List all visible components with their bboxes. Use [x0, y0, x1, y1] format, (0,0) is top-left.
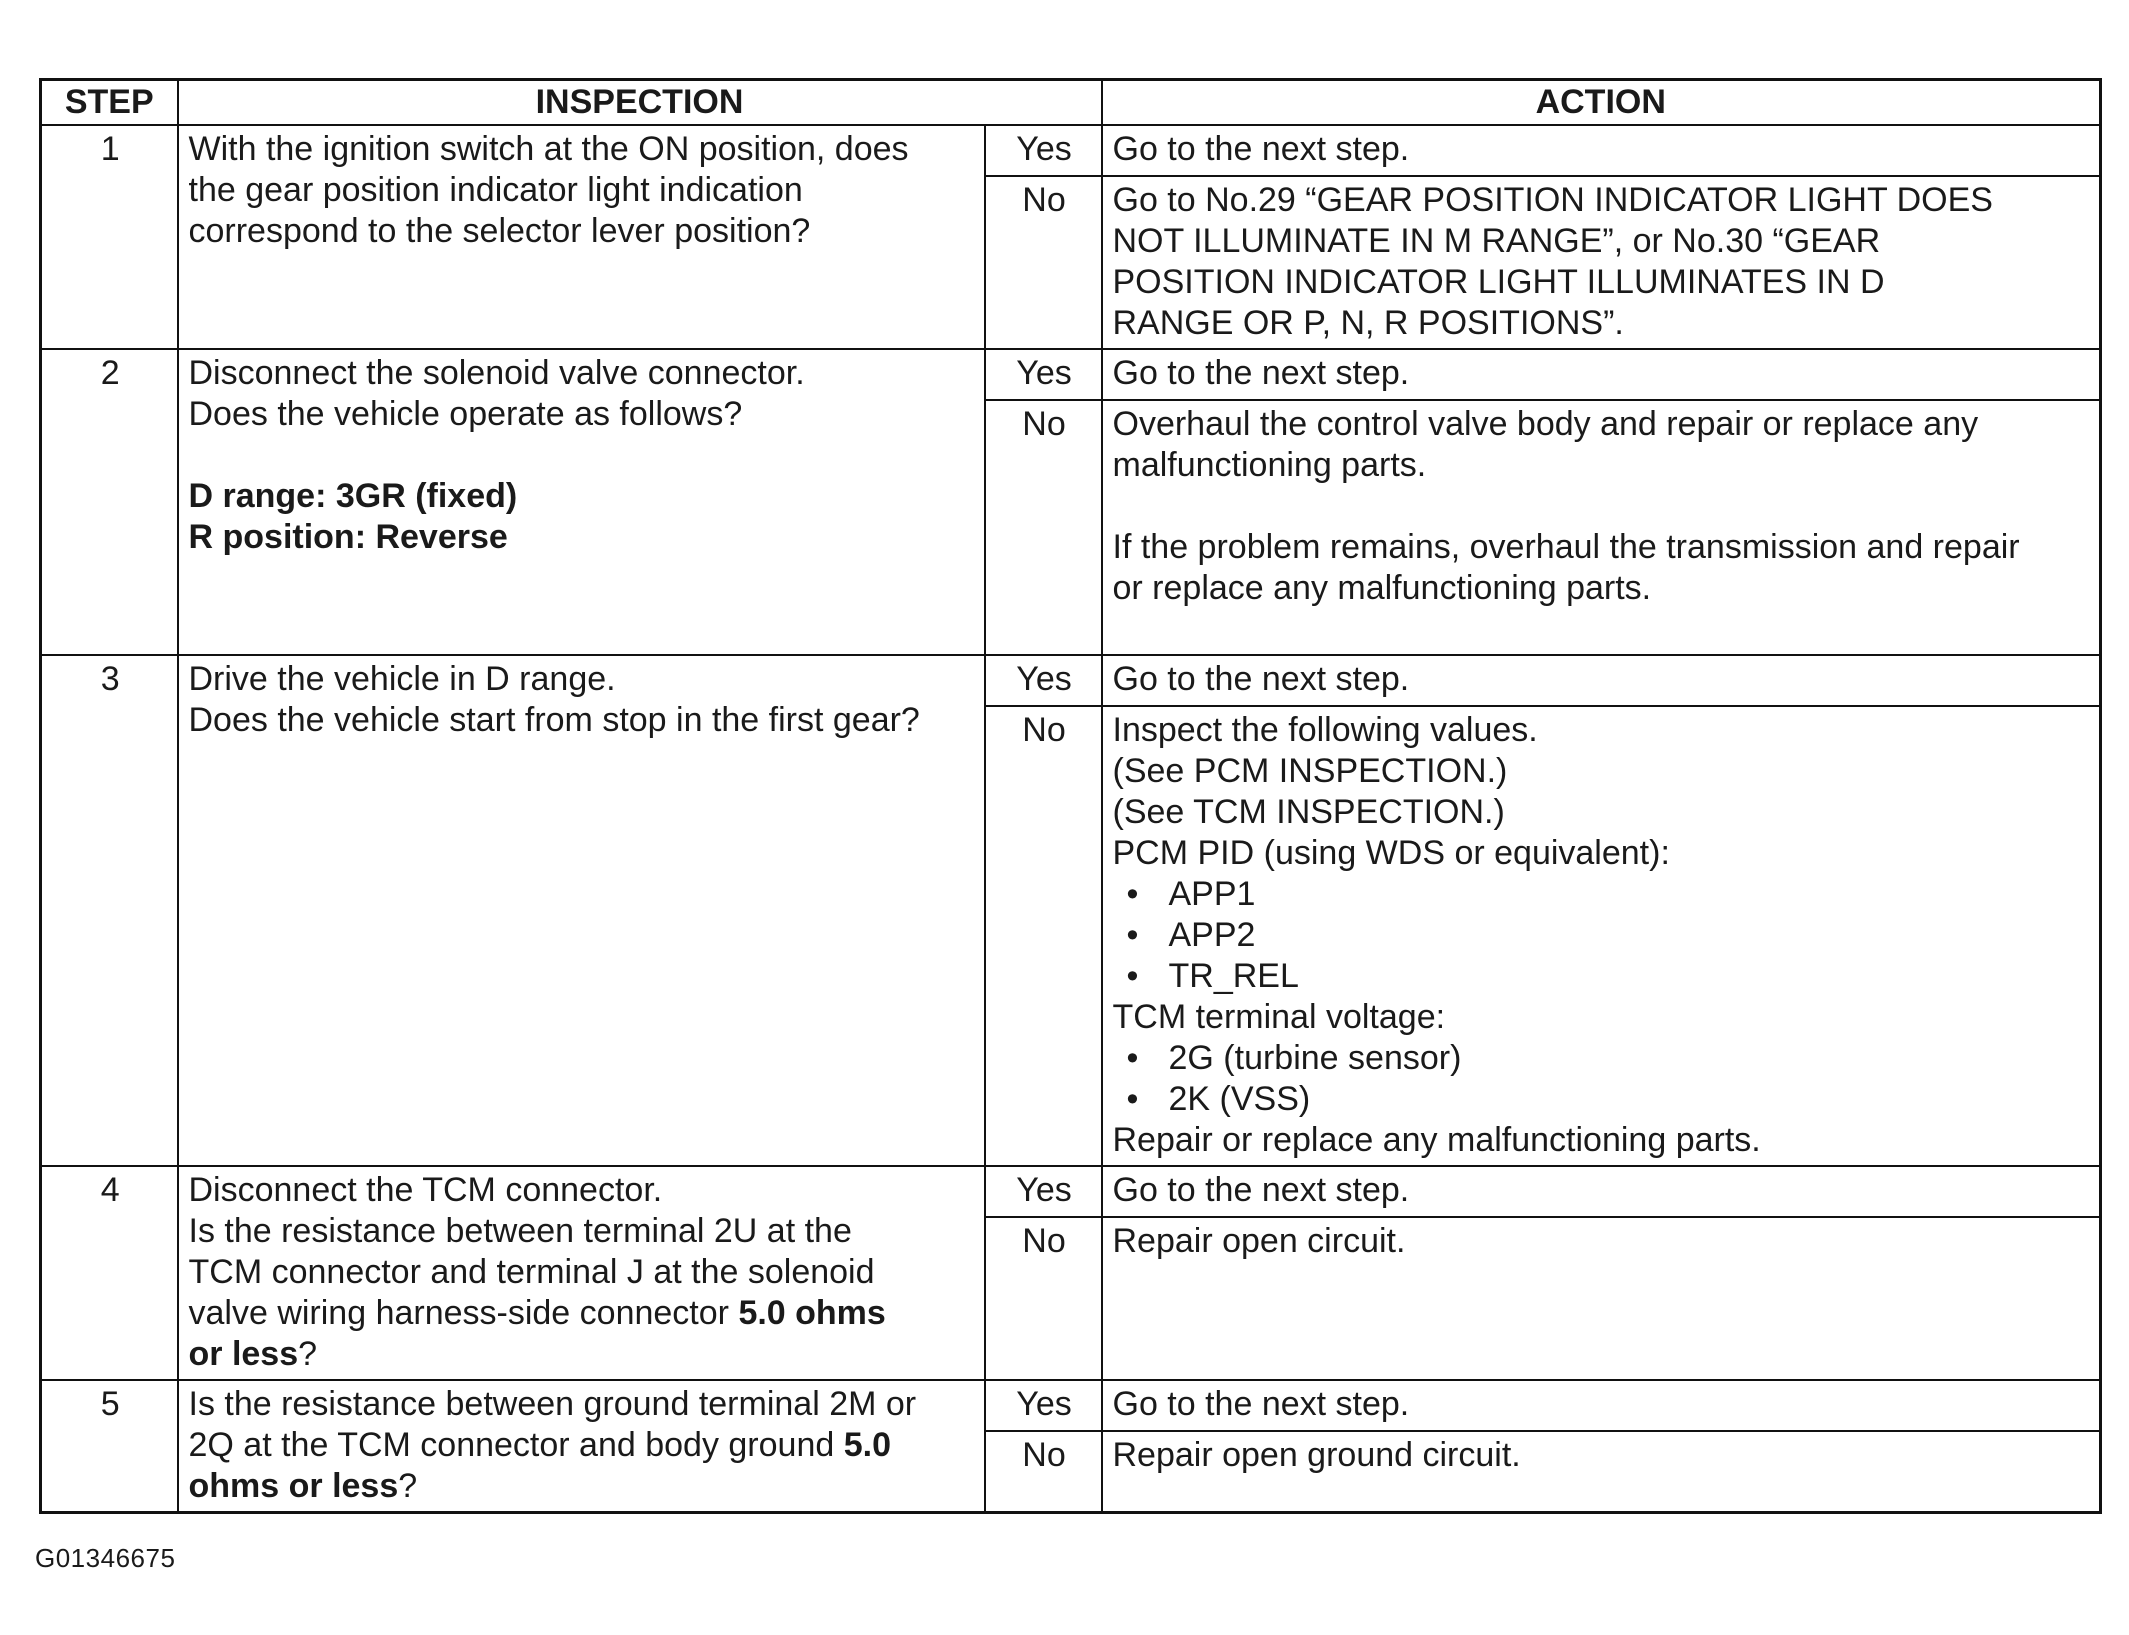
no-action: Overhaul the control valve body and repair or replace any malfunctioning parts. If the problem remains, overhaul the transmission and repair or replace any malfunctioning parts.	[1102, 400, 2101, 655]
no-action: Go to No.29 “GEAR POSITION INDICATOR LIGHT DOES NOT ILLUMINATE IN M RANGE”, or No.30 “GEAR POSITION INDICATOR LIGHT ILLUMINATES IN D RANGE OR P, N, R POSITIONS”.	[1102, 176, 2101, 349]
step-2-yes-row	[41, 349, 2101, 400]
step-3-yes-row	[41, 655, 2101, 706]
no-action: Inspect the following values. (See PCM INSPECTION.) (See TCM INSPECTION.) PCM PID (using WDS or equivalent): • APP1 • APP2 • TR_REL TCM terminal voltage: • 2G (turbine sensor) • 2K (VSS) Repair or replace any malfunctioning parts.	[1102, 706, 2101, 1166]
figure-id: G01346675	[35, 1543, 176, 1573]
list-item: • 2K (VSS)	[1126, 1080, 1311, 1118]
inspection-text: With the ignition switch at the ON position, does the gear position indicator light indication correspond to the selector lever position?	[178, 125, 985, 349]
yes-label: Yes	[985, 1380, 1102, 1431]
step-number: 5	[41, 1380, 178, 1513]
list-item: • APP1	[1126, 875, 1256, 913]
list-item: • APP2	[1126, 916, 1256, 954]
inspection-text: Disconnect the TCM connector. Is the resistance between terminal 2U at the TCM connector and terminal J at the solenoid valve wiring harness-side connector 5.0 ohms or less?	[178, 1166, 985, 1380]
header-inspection: INSPECTION	[178, 80, 1102, 126]
inspection-text: Drive the vehicle in D range. Does the vehicle start from stop in the first gear?	[178, 655, 985, 1166]
no-label: No	[985, 176, 1102, 349]
step-number: 3	[41, 655, 178, 1166]
step-4-yes-row	[41, 1166, 2101, 1217]
no-label: No	[985, 1431, 1102, 1513]
no-action: Repair open ground circuit.	[1102, 1431, 2101, 1513]
list-item: • TR_REL	[1126, 957, 1299, 995]
inspection-text: Is the resistance between ground terminal 2M or 2Q at the TCM connector and body ground 5.0 ohms or less?	[178, 1380, 985, 1513]
header-row	[41, 80, 2101, 126]
diagnostic-procedure-table	[39, 78, 2102, 1514]
yes-label: Yes	[985, 1166, 1102, 1217]
yes-action: Go to the next step.	[1102, 349, 2101, 400]
step-number: 1	[41, 125, 178, 349]
yes-action: Go to the next step.	[1102, 125, 2101, 176]
inspection-text: Disconnect the solenoid valve connector. Does the vehicle operate as follows? D range: 3GR (fixed) R position: Reverse	[178, 349, 985, 655]
no-label: No	[985, 400, 1102, 655]
yes-label: Yes	[985, 655, 1102, 706]
step-1-yes-row	[41, 125, 2101, 176]
header-action: ACTION	[1102, 80, 2101, 126]
yes-label: Yes	[985, 349, 1102, 400]
yes-action: Go to the next step.	[1102, 655, 2101, 706]
header-step: STEP	[41, 80, 178, 126]
no-action: Repair open circuit.	[1102, 1217, 2101, 1380]
no-label: No	[985, 1217, 1102, 1380]
yes-action: Go to the next step.	[1102, 1380, 2101, 1431]
list-item: • 2G (turbine sensor)	[1126, 1039, 1462, 1077]
yes-label: Yes	[985, 125, 1102, 176]
no-label: No	[985, 706, 1102, 1166]
step-5-yes-row	[41, 1380, 2101, 1431]
step-number: 4	[41, 1166, 178, 1380]
yes-action: Go to the next step.	[1102, 1166, 2101, 1217]
step-number: 2	[41, 349, 178, 655]
